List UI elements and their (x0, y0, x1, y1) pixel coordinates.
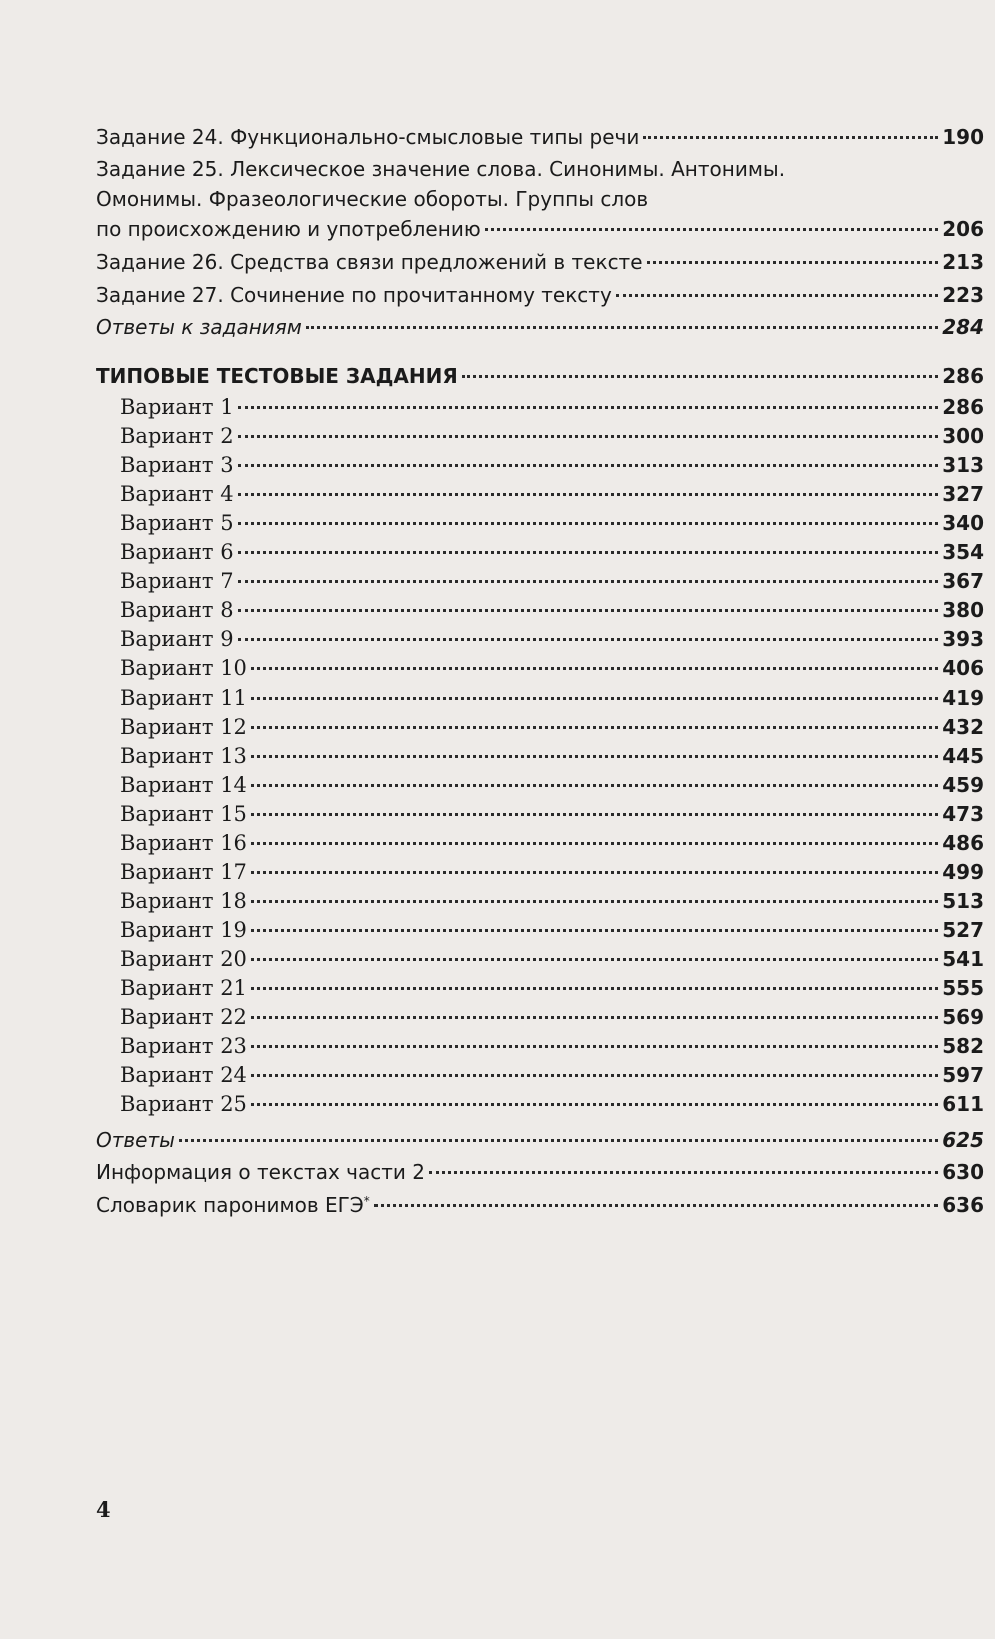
toc-entry-label: Вариант 12 (120, 715, 247, 739)
toc-entry-variant[interactable] (120, 1031, 984, 1061)
leader-dots (238, 550, 939, 554)
toc-entry-variant[interactable] (120, 450, 984, 480)
toc-entry-variant[interactable] (120, 392, 984, 422)
toc-entry-task-24[interactable] (96, 122, 984, 152)
toc-entry-label: Вариант 14 (120, 773, 247, 797)
toc-entry-task-25-line2: Омонимы. Фразеологические обороты. Группы слов (96, 187, 649, 211)
leader-dots (462, 374, 938, 378)
toc-entry-text-info[interactable] (96, 1157, 984, 1187)
toc-entry-variant[interactable] (120, 683, 984, 713)
leader-dots (251, 754, 938, 758)
toc-entry-variant[interactable] (120, 479, 984, 509)
toc-entry-page: 313 (942, 453, 984, 477)
leader-dots (251, 666, 938, 670)
leader-dots (251, 1015, 938, 1019)
leader-dots (643, 135, 938, 139)
toc-entry-label: Задание 26. Средства связи предложений в тексте (96, 250, 643, 274)
toc-entry-page: 284 (942, 315, 984, 339)
toc-entry-page: 625 (942, 1128, 984, 1152)
toc-entry-variant[interactable] (120, 741, 984, 771)
leader-dots (251, 1044, 938, 1048)
toc-entry-variant[interactable] (120, 886, 984, 916)
leader-dots (306, 325, 938, 329)
leader-dots (251, 725, 938, 729)
toc-entry-page: 206 (942, 217, 984, 241)
toc-entry-variant[interactable] (120, 944, 984, 974)
leader-dots (251, 1102, 938, 1106)
leader-dots (238, 579, 939, 583)
leader-dots (251, 957, 938, 961)
leader-dots (179, 1138, 938, 1142)
toc-entry-page: 541 (942, 947, 984, 971)
toc-entry-variant[interactable] (120, 624, 984, 654)
leader-dots (238, 521, 939, 525)
toc-entry-paronyms[interactable] (96, 1190, 984, 1220)
toc-entry-page: 286 (942, 364, 984, 388)
leader-dots (251, 928, 938, 932)
leader-dots (647, 260, 939, 264)
toc-entry-variant[interactable] (120, 653, 984, 683)
toc-entry-page: 636 (942, 1193, 984, 1217)
leader-dots (251, 1073, 938, 1077)
toc-entry-label-text: Словарик паронимов ЕГЭ (96, 1193, 364, 1217)
toc-entry-page: 597 (942, 1063, 984, 1087)
toc-entry-label: Вариант 1 (120, 395, 234, 419)
leader-dots (251, 870, 938, 874)
toc-entry-answers[interactable] (96, 1125, 984, 1155)
toc-entry-page: 406 (942, 656, 984, 680)
toc-entry-label: Вариант 11 (120, 686, 247, 710)
toc-entry-variant[interactable] (120, 973, 984, 1003)
toc-entry-label: Ответы к заданиям (96, 315, 302, 339)
toc-entry-page: 354 (942, 540, 984, 564)
toc-entry-variant[interactable] (120, 537, 984, 567)
toc-entry-variant[interactable] (120, 1089, 984, 1119)
leader-dots (374, 1203, 938, 1207)
leader-dots (238, 405, 939, 409)
toc-entry-page: 223 (942, 283, 984, 307)
toc-entry-label: Вариант 5 (120, 511, 234, 535)
leader-dots (251, 986, 938, 990)
toc-entry-variant[interactable] (120, 770, 984, 800)
toc-entry-variant[interactable] (120, 508, 984, 538)
toc-entry-page: 286 (942, 395, 984, 419)
toc-entry-page: 499 (942, 860, 984, 884)
toc-entry-page: 393 (942, 627, 984, 651)
toc-entry-label: Вариант 13 (120, 744, 247, 768)
toc-entry-label: Задание 27. Сочинение по прочитанному тексту (96, 283, 612, 307)
toc-entry-label: Вариант 15 (120, 802, 247, 826)
toc-entry-page: 380 (942, 598, 984, 622)
toc-entry-page: 513 (942, 889, 984, 913)
toc-entry-label: Вариант 16 (120, 831, 247, 855)
toc-entry-label: Ответы (96, 1128, 175, 1152)
toc-entry-label: Вариант 18 (120, 889, 247, 913)
leader-dots (238, 434, 939, 438)
toc-entry-page: 340 (942, 511, 984, 535)
toc-entry-variant[interactable] (120, 857, 984, 887)
toc-entry-page: 445 (942, 744, 984, 768)
toc-entry-label: Задание 24. Функционально-смысловые типы речи (96, 125, 640, 149)
toc-section-typical-tests[interactable] (96, 361, 984, 391)
footnote-mark: * (363, 1194, 370, 1208)
toc-entry-label (96, 1190, 370, 1220)
toc-entry-page: 190 (942, 125, 984, 149)
leader-dots (238, 637, 939, 641)
toc-entry-label: Вариант 6 (120, 540, 234, 564)
toc-entry-task-25-line1: Задание 25. Лексическое значение слова. Синонимы. Антонимы. (96, 157, 786, 181)
toc-entry-variant[interactable] (120, 1060, 984, 1090)
toc-entry-variant[interactable] (120, 1002, 984, 1032)
toc-entry-label: Информация о текстах части 2 (96, 1160, 425, 1184)
toc-entry-label: Вариант 2 (120, 424, 234, 448)
toc-entry-label: по происхождению и употреблению (96, 217, 481, 241)
leader-dots (616, 293, 938, 297)
toc-entry-label: Вариант 20 (120, 947, 247, 971)
toc-entry-page: 630 (942, 1160, 984, 1184)
toc-entry-label: Вариант 25 (120, 1092, 247, 1116)
page-number: 4 (96, 1497, 111, 1522)
toc-entry-label: Вариант 4 (120, 482, 234, 506)
leader-dots (251, 783, 938, 787)
toc-entry-variant[interactable] (120, 799, 984, 829)
toc-entry-label: Вариант 10 (120, 656, 247, 680)
toc-section-label: ТИПОВЫЕ ТЕСТОВЫЕ ЗАДАНИЯ (96, 364, 458, 388)
toc-entry-page: 527 (942, 918, 984, 942)
toc-entry-page: 486 (942, 831, 984, 855)
leader-dots (429, 1170, 938, 1174)
toc-entry-task-27[interactable] (96, 280, 984, 310)
toc-entry-label: Вариант 22 (120, 1005, 247, 1029)
toc-entry-variant[interactable] (120, 712, 984, 742)
toc-entry-page: 432 (942, 715, 984, 739)
leader-dots (238, 608, 939, 612)
toc-entry-page: 419 (942, 686, 984, 710)
toc-entry-page: 300 (942, 424, 984, 448)
toc-entry-variant[interactable] (120, 915, 984, 945)
leader-dots (251, 812, 938, 816)
toc-entry-label: Вариант 8 (120, 598, 234, 622)
toc-entry-label: Вариант 19 (120, 918, 247, 942)
toc-entry-variant[interactable] (120, 595, 984, 625)
toc-entry-page: 582 (942, 1034, 984, 1058)
leader-dots (251, 899, 938, 903)
toc-entry-page: 213 (942, 250, 984, 274)
toc-entry-task-25[interactable] (96, 214, 984, 244)
leader-dots (485, 227, 939, 231)
toc-entry-page: 367 (942, 569, 984, 593)
toc-entry-variant[interactable] (120, 566, 984, 596)
toc-entry-page: 555 (942, 976, 984, 1000)
toc-entry-label: Вариант 21 (120, 976, 247, 1000)
leader-dots (251, 696, 938, 700)
toc-entry-variant[interactable] (120, 421, 984, 451)
leader-dots (238, 463, 939, 467)
toc-entry-page: 459 (942, 773, 984, 797)
toc-entry-page: 327 (942, 482, 984, 506)
toc-entry-label: Вариант 24 (120, 1063, 247, 1087)
toc-entry-page: 569 (942, 1005, 984, 1029)
toc-entry-page: 473 (942, 802, 984, 826)
toc-entry-label: Вариант 7 (120, 569, 234, 593)
toc-entry-task-26[interactable] (96, 247, 984, 277)
toc-entry-page: 611 (942, 1092, 984, 1116)
toc-entry-variant[interactable] (120, 828, 984, 858)
toc-entry-label: Вариант 3 (120, 453, 234, 477)
leader-dots (251, 841, 938, 845)
toc-entry-label: Вариант 17 (120, 860, 247, 884)
leader-dots (238, 492, 939, 496)
toc-entry-label: Вариант 9 (120, 627, 234, 651)
toc-entry-answers-to-tasks[interactable] (96, 312, 984, 342)
toc-entry-label: Вариант 23 (120, 1034, 247, 1058)
